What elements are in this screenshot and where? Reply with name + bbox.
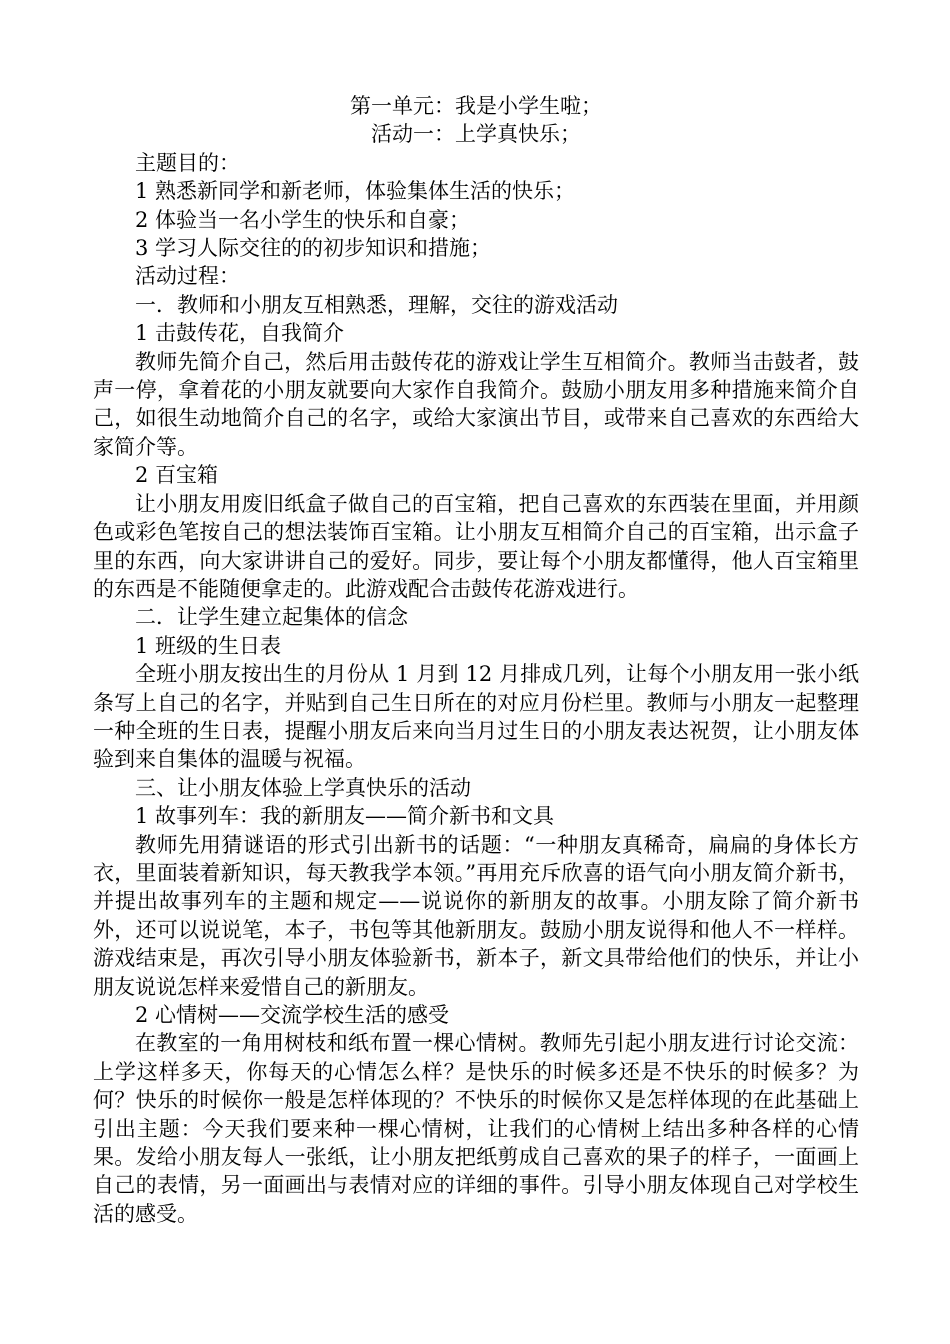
paragraph-3-2: 在教室的一角用树枝和纸布置一棵心情树。教师先引起小朋友进行讨论交流：上学这样多天，你每天的心情怎么样？是快乐的时候多还是不快乐的时候多？为何？快乐的时候你一般是怎样体现的？不快乐的时候你又是怎样体现的在此基础上引出主题：今天我们要来种一棵心情树，让我们的心情树上结出多种各样的心情果。发给小朋友每人一张纸，让小朋友把纸剪成自己喜欢的果子的样子，一面画上自己的表情，另一面画出与表情对应的详细的事件。引导小朋友体现自己对学校生活的感受。 xyxy=(93,1031,859,1226)
subheading-1-2: 2 百宝箱 xyxy=(135,463,219,488)
document-body xyxy=(93,149,859,1228)
goal-item-2: 2 体验当一名小学生的快乐和自豪； xyxy=(135,207,471,232)
paragraph-3-1: 教师先用猜谜语的形式引出新书的话题：“一种朋友真稀奇，扁扁的身体长方衣，里面装着新知识，每天教我学本领。”再用充斥欣喜的语气向小朋友简介新书，并提出故事列车的主题和规定——说说你的新朋友的故事。小朋友除了简介新书外，还可以说说笔，本子，书包等其他新朋友。鼓励小朋友说得和他人不一样样。游戏结束是，再次引导小朋友体验新书，新本子，新文具带给他们的快乐，并让小朋友说说怎样来爱惜自己的新朋友。 xyxy=(93,832,859,999)
heading-activity-process: 活动过程： xyxy=(135,264,240,289)
subheading-2-1: 1 班级的生日表 xyxy=(135,633,282,658)
section-heading-3: 三、让小朋友体验上学真快乐的活动 xyxy=(135,775,471,800)
subheading-3-1: 1 故事列车：我的新朋友——简介新书和文具 xyxy=(135,804,555,829)
paragraph-2-1: 全班小朋友按出生的月份从 1 月到 12 月排成几列，让每个小朋友用一张小纸条写上自己的名字，并贴到自己生日所在的对应月份栏里。教师与小朋友一起整理一种全班的生日表，提醒小朋友后来向当月过生日的小朋友表达祝贺，让小朋友体验到来自集体的温暖与祝福。 xyxy=(93,662,859,772)
section-heading-2: 二．让学生建立起集体的信念 xyxy=(135,605,408,630)
document-title-activity: 活动一：上学真快乐； xyxy=(371,122,581,147)
goal-item-1: 1 熟悉新同学和新老师，体验集体生活的快乐； xyxy=(135,179,576,204)
subheading-1-1: 1 击鼓传花，自我简介 xyxy=(135,321,345,346)
document-page xyxy=(93,92,859,1228)
document-title-unit: 第一单元：我是小学生啦； xyxy=(350,94,602,118)
subheading-3-2: 2 心情树——交流学校生活的感受 xyxy=(135,1003,450,1027)
heading-theme-goal: 主题目的： xyxy=(135,150,240,175)
paragraph-1-2: 让小朋友用废旧纸盒子做自己的百宝箱，把自己喜欢的东西装在里面，并用颜色或彩色笔按自己的想法装饰百宝箱。让小朋友互相简介自己的百宝箱，出示盒子里的东西，向大家讲讲自己的爱好。同步，要让每个小朋友都懂得，他人百宝箱里的东西是不能随便拿走的。此游戏配合击鼓传花游戏进行。 xyxy=(93,491,859,601)
paragraph-1-1: 教师先简介自己，然后用击鼓传花的游戏让学生互相简介。教师当击鼓者，鼓声一停，拿着花的小朋友就要向大家作自我简介。鼓励小朋友用多种措施来简介自己，如很生动地简介自己的名字，或给大家演出节目，或带来自己喜欢的东西给大家简介等。 xyxy=(93,349,859,459)
section-heading-1: 一．教师和小朋友互相熟悉，理解，交往的游戏活动 xyxy=(135,292,618,317)
goal-item-3: 3 学习人际交往的的初步知识和措施； xyxy=(135,236,492,261)
